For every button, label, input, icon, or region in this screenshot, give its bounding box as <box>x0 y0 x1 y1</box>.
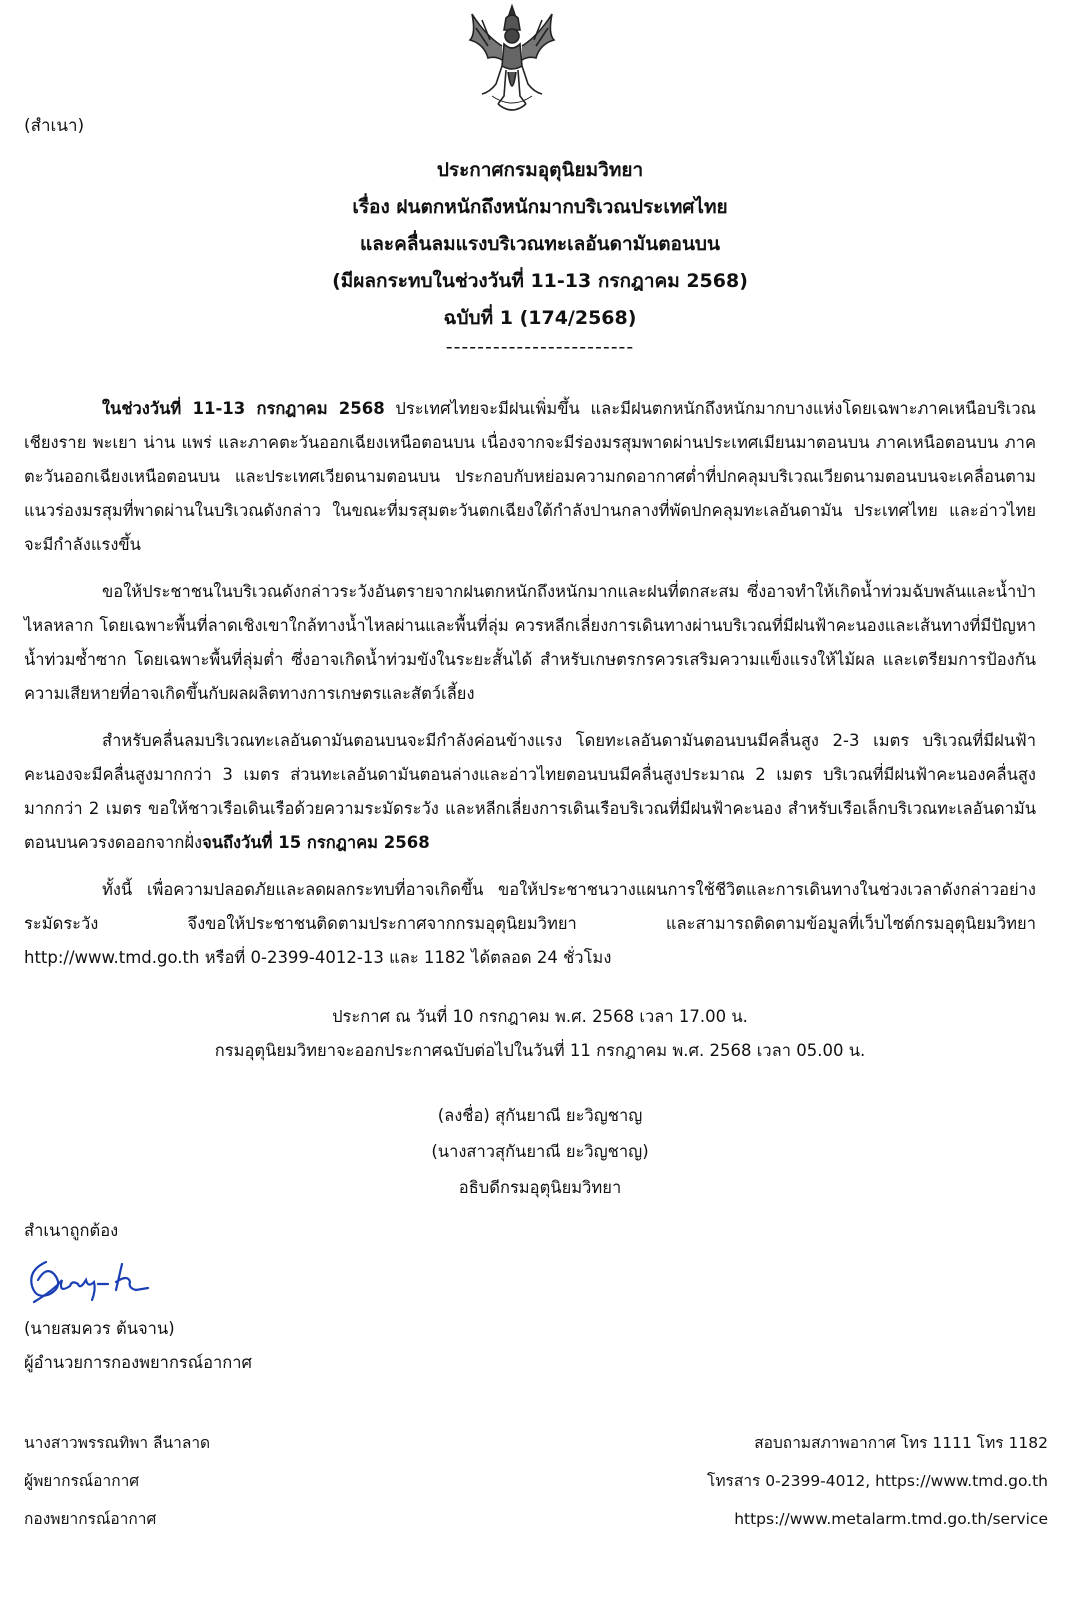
issue-number: ฉบับที่ 1 (174/2568) <box>443 307 637 329</box>
small-boat-deadline-bold: จนถึงวันที่ 15 กรกฎาคม 2568 <box>202 833 430 852</box>
paragraph-sea-waves <box>24 724 1036 860</box>
announcement-dates <box>0 1000 1080 1068</box>
certified-copy-block <box>24 1214 252 1380</box>
announcement-subject-line-1: เรื่อง ฝนตกหนักถึงหนักมากบริเวณประเทศไทย <box>352 196 728 218</box>
handwritten-signature-icon <box>24 1250 154 1310</box>
forecaster-name: นางสาวพรรณทิพา ลีนาลาด <box>24 1434 211 1452</box>
paragraph-advice-contact: ทั้งนี้ เพื่อความปลอดภัยและลดผลกระทบที่อาจเกิดขึ้น ขอให้ประชาชนวางแผนการใช้ชีวิตและการเดินทางในช่วงเวลาดังกล่าวอย่างระมัดระวัง จึงขอให้ประชาชนติดตามประกาศจากกรมอุตุนิยมวิทยา และสามารถติดตามข้อมูลที่เว็บไซต์กรมอุตุนิยมวิทยา http://www.tmd.go.th หรือที่ 0-2399-4012-13 และ 1182 ได้ตลอด 24 ชั่วโมง <box>24 880 1036 967</box>
paragraph-public-warning: ขอให้ประชาชนในบริเวณดังกล่าวระวังอันตรายจากฝนตกหนักถึงหนักมากและฝนที่ตกสะสม ซึ่งอาจทำให้เกิดน้ำท่วมฉับพลันและน้ำป่าไหลหลาก โดยเฉพาะพื้นที่ลาดเชิงเขาใกล้ทางน้ำไหลผ่านและพื้นที่ลุ่ม ควรหลีกเลี่ยงการเดินทางผ่านบริเวณที่มีฝนฟ้าคะนองและเส้นทางที่มีปัญหาน้ำท่วมซ้ำซาก โดยเฉพาะพื้นที่ลุ่มต่ำ ซึ่งอาจเกิดน้ำท่วมขังในระยะสั้นได้ สำหรับเกษตรกรควรเสริมความแข็งแรงให้ไม้ผล และเตรียมการป้องกันความเสียหายที่อาจเกิดขึ้นกับผลผลิตทางการเกษตรและสัตว์เลี้ยง <box>24 582 1036 703</box>
paragraph-rain-forecast <box>24 392 1036 562</box>
announcement-header <box>0 152 1080 357</box>
announcement-subject-line-2: และคลื่นลมแรงบริเวณทะเลอันดามันตอนบน <box>360 233 720 255</box>
forecaster-division: กองพยากรณ์อากาศ <box>24 1510 157 1528</box>
contact-block <box>707 1424 1048 1538</box>
contact-phone: สอบถามสภาพอากาศ โทร 1111 โทร 1182 <box>754 1434 1048 1452</box>
announcement-body <box>24 392 1036 988</box>
copy-mark: (สำเนา) <box>24 116 85 136</box>
signatory-position: อธิบดีกรมอุตุนิยมวิทยา <box>458 1178 622 1197</box>
garuda-emblem-icon <box>462 0 562 118</box>
header-rule: ------------------------ <box>445 336 635 358</box>
forecast-period-bold: ในช่วงวันที่ 11-13 กรกฎาคม 2568 <box>102 399 385 418</box>
announcement-title: ประกาศกรมอุตุนิยมวิทยา <box>436 159 644 181</box>
signatory-signed: (ลงชื่อ) สุกันยาณี ยะวิญชาญ <box>437 1106 643 1125</box>
certified-copy-label: สำเนาถูกต้อง <box>24 1221 119 1240</box>
next-issue-date: กรมอุตุนิยมวิทยาจะออกประกาศฉบับต่อไปในวันที่ 11 กรกฎาคม พ.ศ. 2568 เวลา 05.00 น. <box>214 1041 866 1060</box>
issued-date: ประกาศ ณ วันที่ 10 กรกฎาคม พ.ศ. 2568 เวลา 17.00 น. <box>332 1007 748 1026</box>
forecaster-block <box>24 1424 210 1538</box>
effect-period: (มีผลกระทบในช่วงวันที่ 11-13 กรกฎาคม 2568) <box>332 270 748 292</box>
forecast-details: ประเทศไทยจะมีฝนเพิ่มขึ้น และมีฝนตกหนักถึงหนักมากบางแห่งโดยเฉพาะภาคเหนือบริเวณเชียงราย พะเยา น่าน แพร่ และภาคตะวันออกเฉียงเหนือตอนบน เนื่องจากจะมีร่องมรสุมพาดผ่านประเทศเมียนมาตอนบน ภาคเหนือตอนบน ภาคตะวันออกเฉียงเหนือตอนบน และประเทศเวียดนามตอนบน ประกอบกับหย่อมความกดอากาศต่ำที่ปกคลุมบริเวณเวียดนามตอนบนจะเคลื่อนตามแนวร่องมรสุมที่พาดผ่านในบริเวณดังกล่าว ในขณะที่มรสุมตะวันตกเฉียงใต้กำลังปานกลางที่พัดปกคลุมทะเลอันดามัน ประเทศไทย และอ่าวไทยจะมีกำลังแรงขึ้น <box>24 399 1036 554</box>
signatory-full-name: (นางสาวสุกันยาณี ยะวิญชาญ) <box>431 1142 649 1161</box>
contact-service-url: https://www.metalarm.tmd.go.th/service <box>734 1510 1048 1528</box>
forecaster-role: ผู้พยากรณ์อากาศ <box>24 1472 140 1490</box>
signatory-block <box>0 1098 1080 1206</box>
sea-wave-details: สำหรับคลื่นลมบริเวณทะเลอันดามันตอนบนจะมีกำลังค่อนข้างแรง โดยทะเลอันดามันตอนบนมีคลื่นสูง 2-3 เมตร บริเวณที่มีฝนฟ้าคะนองจะมีคลื่นสูงมากกว่า 3 เมตร ส่วนทะเลอันดามันตอนล่างและอ่าวไทยตอนบนมีคลื่นสูงประมาณ 2 เมตร บริเวณที่มีฝนฟ้าคะนองคลื่นสูงมากกว่า 2 เมตร ขอให้ชาวเรือเดินเรือด้วยความระมัดระวัง และหลีกเลี่ยงการเดินเรือบริเวณที่มีฝนฟ้าคะนอง สำหรับเรือเล็กบริเวณทะเลอันดามันตอนบนควรงดออกจากฝั่ง <box>24 731 1036 852</box>
certifier-name: (นายสมควร ต้นจาน) <box>24 1319 175 1338</box>
contact-fax-web: โทรสาร 0-2399-4012, https://www.tmd.go.th <box>707 1472 1048 1490</box>
certifier-position: ผู้อำนวยการกองพยากรณ์อากาศ <box>24 1353 253 1372</box>
